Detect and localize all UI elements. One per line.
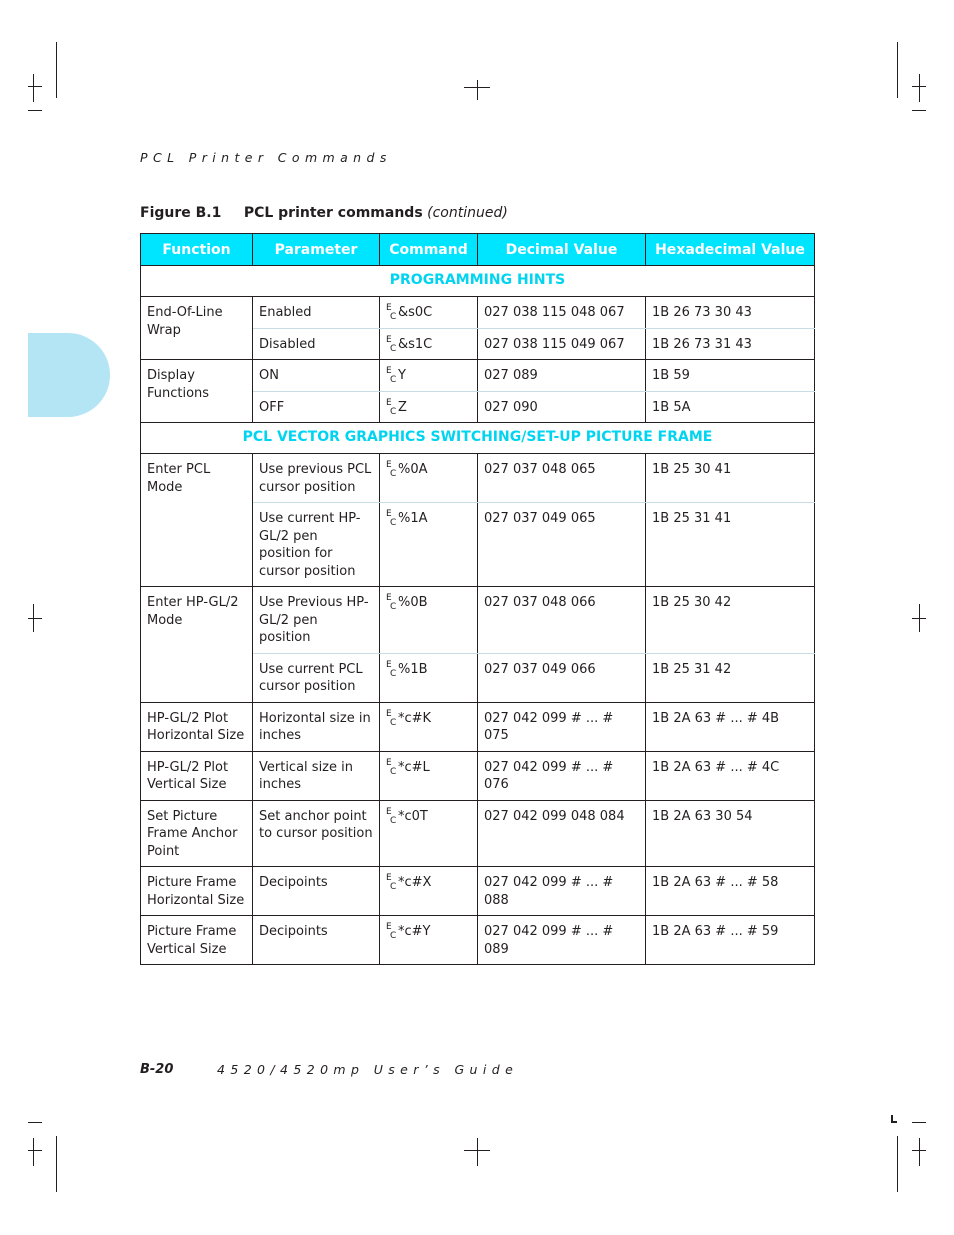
escape-c: C <box>390 375 397 385</box>
table-row <box>141 867 815 916</box>
parameter-cell: Disabled <box>253 328 380 360</box>
decimal-cell: 027 090 <box>478 391 646 423</box>
section-title: PCL VECTOR GRAPHICS SWITCHING/SET-UP PICTURE FRAME <box>141 423 815 454</box>
escape-c: C <box>390 931 397 941</box>
command-cell <box>380 587 478 654</box>
table-row <box>141 297 815 329</box>
escape-char-icon <box>386 303 398 322</box>
hex-cell: 1B 59 <box>646 360 815 392</box>
escape-e: E <box>386 659 392 670</box>
escape-char-icon <box>386 460 398 479</box>
escape-char-icon <box>386 334 398 354</box>
hex-cell: 1B 2A 63 # ... # 59 <box>646 916 815 965</box>
table-row <box>141 360 815 392</box>
hex-cell: 1B 5A <box>646 391 815 423</box>
figure-number: Figure B.1 <box>140 205 222 221</box>
registration-mark <box>33 74 34 102</box>
command-cell <box>380 916 478 965</box>
figure-label: PCL printer commands <box>243 205 423 221</box>
column-header-function: Function <box>141 234 253 266</box>
command-text: &s1C <box>398 336 433 352</box>
escape-char-icon <box>386 806 398 826</box>
parameter-cell: OFF <box>253 391 380 423</box>
parameter-cell: ON <box>253 360 380 392</box>
parameter-cell: Use Previous HP-GL/2 pen position <box>253 587 380 654</box>
escape-char-icon <box>386 397 398 417</box>
command-cell <box>380 503 478 587</box>
command-text: %0A <box>398 462 428 477</box>
parameter-cell: Enabled <box>253 297 380 329</box>
command-cell <box>380 751 478 800</box>
parameter-cell: Use current PCL cursor position <box>253 653 380 702</box>
escape-e: E <box>386 397 392 408</box>
crop-mark <box>28 1122 42 1123</box>
table-row <box>141 587 815 654</box>
command-cell <box>380 800 478 867</box>
function-cell: Set Picture Frame Anchor Point <box>141 800 253 867</box>
page-number: B-20 <box>140 1062 174 1077</box>
escape-char-icon <box>386 873 398 892</box>
crop-mark <box>912 1122 926 1123</box>
registration-mark <box>28 1150 42 1151</box>
escape-char-icon <box>386 366 398 385</box>
command-cell <box>380 867 478 916</box>
decimal-cell: 027 042 099 048 084 <box>478 800 646 867</box>
table-row <box>141 454 815 503</box>
hex-cell: 1B 26 73 30 43 <box>646 297 815 329</box>
escape-char-icon <box>386 708 398 728</box>
escape-c: C <box>390 602 397 612</box>
escape-c: C <box>390 343 397 354</box>
function-cell: Picture Frame Vertical Size <box>141 916 253 965</box>
registration-mark <box>28 618 42 619</box>
command-text: *c#K <box>398 710 432 726</box>
registration-mark <box>477 80 478 100</box>
function-cell: End-Of-Line Wrap <box>141 297 253 360</box>
registration-mark <box>912 618 926 619</box>
decimal-cell: 027 038 115 049 067 <box>478 328 646 360</box>
chapter-tab <box>28 333 110 417</box>
parameter-cell: Set anchor point to cursor position <box>253 800 380 867</box>
command-cell <box>380 454 478 503</box>
command-cell <box>380 297 478 329</box>
escape-char-icon <box>386 593 398 612</box>
hex-cell: 1B 25 31 41 <box>646 503 815 587</box>
crop-mark <box>897 1136 898 1192</box>
escape-e: E <box>386 366 392 376</box>
hex-cell: 1B 2A 63 # ... # 4C <box>646 751 815 800</box>
function-cell: HP-GL/2 Plot Vertical Size <box>141 751 253 800</box>
registration-mark <box>919 1138 920 1166</box>
crop-mark <box>56 1136 57 1192</box>
hex-cell: 1B 25 30 41 <box>646 454 815 503</box>
escape-e: E <box>386 593 392 603</box>
command-text: *c#L <box>398 759 430 775</box>
hex-cell: 1B 2A 63 # ... # 58 <box>646 867 815 916</box>
escape-c: C <box>390 668 397 679</box>
crop-mark <box>897 42 898 98</box>
function-cell: Picture Frame Horizontal Size <box>141 867 253 916</box>
decimal-cell: 027 042 099 # ... # 076 <box>478 751 646 800</box>
escape-char-icon <box>386 659 398 679</box>
registration-mark <box>919 74 920 102</box>
parameter-cell: Use previous PCL cursor position <box>253 454 380 503</box>
table-body <box>141 266 815 965</box>
escape-e: E <box>386 757 392 768</box>
command-cell <box>380 328 478 360</box>
escape-c: C <box>390 882 397 892</box>
function-cell: HP-GL/2 Plot Horizontal Size <box>141 702 253 751</box>
table-row <box>141 751 815 800</box>
hex-cell: 1B 2A 63 # ... # 4B <box>646 702 815 751</box>
escape-char-icon <box>386 757 398 777</box>
parameter-cell: Use current HP-GL/2 pen position for cursor position <box>253 503 380 587</box>
escape-e: E <box>386 460 392 470</box>
parameter-cell: Vertical size in inches <box>253 751 380 800</box>
registration-mark <box>477 1138 478 1166</box>
escape-c: C <box>390 469 397 479</box>
hex-cell: 1B 2A 63 30 54 <box>646 800 815 867</box>
section-row <box>141 423 815 454</box>
escape-char-icon <box>386 509 398 528</box>
command-text: %1B <box>398 661 428 677</box>
escape-e: E <box>386 873 392 883</box>
crop-mark <box>56 42 57 98</box>
command-text: %1A <box>398 511 428 526</box>
function-cell: Enter PCL Mode <box>141 454 253 587</box>
escape-c: C <box>390 815 397 826</box>
decimal-cell: 027 037 048 066 <box>478 587 646 654</box>
registration-mark <box>33 1138 34 1166</box>
hex-cell: 1B 25 31 42 <box>646 653 815 702</box>
corner-mark <box>891 1121 897 1123</box>
command-text: *c#Y <box>398 924 431 939</box>
command-text: *c0T <box>398 808 428 824</box>
escape-e: E <box>386 334 392 345</box>
column-header-command: Command <box>380 234 478 266</box>
decimal-cell: 027 089 <box>478 360 646 392</box>
figure-title <box>140 205 508 221</box>
running-head: PCL Printer Commands <box>140 150 392 165</box>
decimal-cell: 027 037 049 065 <box>478 503 646 587</box>
command-cell <box>380 653 478 702</box>
command-text: %0B <box>398 595 428 610</box>
column-header-parameter: Parameter <box>253 234 380 266</box>
section-row <box>141 266 815 297</box>
parameter-cell: Horizontal size in inches <box>253 702 380 751</box>
escape-char-icon <box>386 922 398 941</box>
command-cell <box>380 391 478 423</box>
hex-cell: 1B 25 30 42 <box>646 587 815 654</box>
escape-c: C <box>390 717 397 728</box>
parameter-cell: Decipoints <box>253 916 380 965</box>
command-cell <box>380 360 478 392</box>
escape-c: C <box>390 766 397 777</box>
decimal-cell: 027 038 115 048 067 <box>478 297 646 329</box>
decimal-cell: 027 037 048 065 <box>478 454 646 503</box>
section-title: PROGRAMMING HINTS <box>141 266 815 297</box>
table-header-row <box>141 234 815 266</box>
function-cell: Enter HP-GL/2 Mode <box>141 587 253 703</box>
registration-mark <box>912 1150 926 1151</box>
guide-title: 4520/4520mp User’s Guide <box>217 1062 519 1077</box>
command-cell <box>380 702 478 751</box>
crop-mark <box>912 110 926 111</box>
table-row <box>141 702 815 751</box>
registration-mark <box>912 86 926 87</box>
escape-e: E <box>386 708 392 719</box>
column-header-decimal: Decimal Value <box>478 234 646 266</box>
escape-c: C <box>390 312 397 322</box>
function-cell: Display Functions <box>141 360 253 423</box>
column-header-hex: Hexadecimal Value <box>646 234 815 266</box>
crop-mark <box>28 110 42 111</box>
escape-c: C <box>390 518 397 528</box>
decimal-cell: 027 037 049 066 <box>478 653 646 702</box>
hex-cell: 1B 26 73 31 43 <box>646 328 815 360</box>
table-row <box>141 800 815 867</box>
table-row <box>141 916 815 965</box>
decimal-cell: 027 042 099 # ... # 088 <box>478 867 646 916</box>
command-text: Z <box>398 399 407 415</box>
parameter-cell: Decipoints <box>253 867 380 916</box>
escape-c: C <box>390 406 397 417</box>
registration-mark <box>28 86 42 87</box>
decimal-cell: 027 042 099 # ... # 089 <box>478 916 646 965</box>
command-text: Y <box>398 368 406 383</box>
figure-continued: (continued) <box>427 205 508 221</box>
escape-e: E <box>386 806 392 817</box>
command-text: *c#X <box>398 875 432 890</box>
pcl-commands-table <box>140 233 815 965</box>
decimal-cell: 027 042 099 # ... # 075 <box>478 702 646 751</box>
escape-e: E <box>386 509 392 519</box>
escape-e: E <box>386 922 392 932</box>
escape-e: E <box>386 303 392 313</box>
command-text: &s0C <box>398 305 433 320</box>
